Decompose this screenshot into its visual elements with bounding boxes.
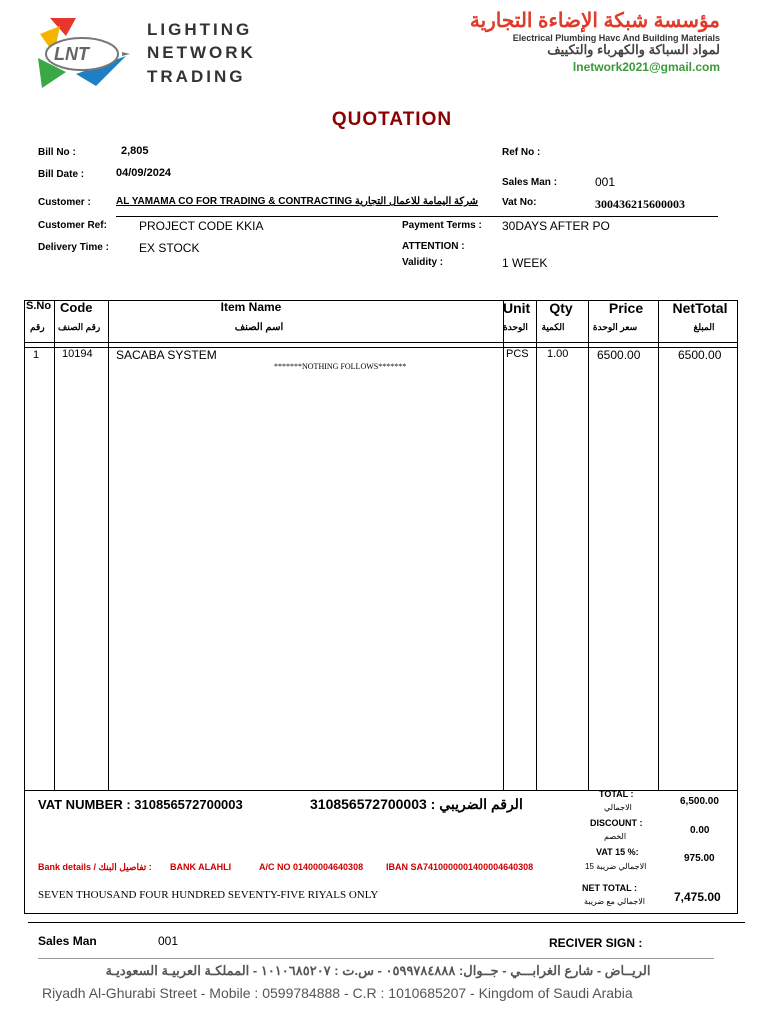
total-value: 6,500.00 xyxy=(680,796,719,807)
company-subtitle-en: Electrical Plumbing Havc And Building Materials xyxy=(512,33,720,43)
validity-label: Validity : xyxy=(402,257,444,268)
col-header-qty: Qty xyxy=(549,300,573,316)
bill-no-value: 2,805 xyxy=(121,145,149,157)
footer-top-rule xyxy=(28,922,745,923)
bank-name: BANK ALAHLI xyxy=(170,862,232,872)
info-divider xyxy=(116,216,718,217)
row-unit: PCS xyxy=(506,348,529,360)
vat-number-en: VAT NUMBER : 310856572700003 xyxy=(38,797,243,812)
row-item-name: SACABA SYSTEM xyxy=(116,348,217,362)
col-header-item-name-ar: اسم الصنف xyxy=(234,322,284,333)
vat-no-value: 300436215600003 xyxy=(595,197,685,211)
sales-man-value: 001 xyxy=(595,175,616,189)
col-header-unit: Unit xyxy=(503,300,531,316)
col-header-unit-ar: الوحدة xyxy=(503,322,528,332)
address-en: Riyadh Al-Ghurabi Street - Mobile : 0599784888 - C.R : 1010685207 - Kingdom of Saudi Arabia xyxy=(42,985,633,1001)
bill-date-value: 04/09/2024 xyxy=(116,167,172,179)
footer-sales-man-label: Sales Man xyxy=(38,934,97,948)
delivery-time-label: Delivery Time : xyxy=(38,242,109,253)
ref-no-label: Ref No : xyxy=(502,147,541,158)
col-header-code: Code xyxy=(60,300,93,315)
vat-value: 975.00 xyxy=(684,853,715,864)
bank-account: A/C NO 01400004640308 xyxy=(259,862,364,872)
customer-ref-label: Customer Ref: xyxy=(38,220,107,231)
col-header-price-ar: سعر الوحدة xyxy=(592,322,638,332)
footer-sales-man-value: 001 xyxy=(158,934,179,948)
row-sno: 1 xyxy=(33,349,40,361)
vat-label-ar: الاجمالي ضريبة 15 xyxy=(585,862,647,871)
nothing-follows-note: *******NOTHING FOLLOWS******* xyxy=(274,362,407,371)
company-name-ar: مؤسسة شبكة الإضاءة التجارية xyxy=(469,10,720,32)
col-header-price: Price xyxy=(608,300,644,316)
amount-in-words: SEVEN THOUSAND FOUR HUNDRED SEVENTY-FIVE RIYALS ONLY xyxy=(38,889,379,901)
row-net-total: 6500.00 xyxy=(678,348,722,362)
customer-value: AL YAMAMA CO FOR TRADING & CONTRACTING شركة اليمامة للاعمال التجارية xyxy=(116,196,479,207)
payment-terms-label: Payment Terms : xyxy=(402,220,482,231)
col-header-net-total-ar: المبلغ xyxy=(693,322,715,332)
bank-iban: IBAN SA7410000001400004640308 xyxy=(386,862,534,872)
footer-address-rule xyxy=(38,958,714,959)
col-header-sno-ar: رقم xyxy=(30,322,45,332)
document-title: QUOTATION xyxy=(331,109,453,130)
customer-ref-value: PROJECT CODE KKIA xyxy=(139,219,264,233)
logo-text: LNT xyxy=(54,44,89,64)
company-name-en-line-3: TRADING xyxy=(147,67,246,86)
col-header-sno: S.No xyxy=(26,300,52,312)
company-email: lnetwork2021@gmail.com xyxy=(572,60,720,74)
company-name-en-line-2: NETWORK xyxy=(147,43,256,62)
bill-no-label: Bill No : xyxy=(38,147,76,158)
col-header-qty-ar: الكمية xyxy=(541,322,565,332)
payment-terms-value: 30DAYS AFTER PO xyxy=(502,219,610,233)
discount-label: DISCOUNT : xyxy=(590,818,643,828)
row-qty: 1.00 xyxy=(547,348,569,360)
address-ar: الريــاض - شارع الغرابـــي - جــوال: ٠٥٩٩٧٨٤٨٨٨ - س.ت : ١٠١٠٦٨٥٢٠٧ - المملكـة العربيـة السعوديـة xyxy=(105,963,651,978)
delivery-time-value: EX STOCK xyxy=(139,241,200,255)
col-header-code-ar: رقم الصنف xyxy=(58,322,101,332)
row-price: 6500.00 xyxy=(597,348,641,362)
col-header-net-total: NetTotal xyxy=(672,300,728,316)
validity-value: 1 WEEK xyxy=(502,256,548,270)
discount-label-ar: الخصم xyxy=(604,832,627,841)
receiver-sign-label: RECIVER SIGN : xyxy=(549,936,643,950)
net-total-label-ar: الاجمالي مع ضريبة xyxy=(584,897,646,906)
customer-label: Customer : xyxy=(38,197,91,208)
company-subtitle-ar: لمواد السباكة والكهرباء والتكييف xyxy=(547,42,720,57)
logo xyxy=(36,14,132,90)
net-total-value: 7,475.00 xyxy=(674,890,721,904)
attention-label: ATTENTION : xyxy=(402,241,465,252)
sales-man-label: Sales Man : xyxy=(502,177,558,188)
discount-value: 0.00 xyxy=(690,825,710,836)
company-name-en-line-1: LIGHTING xyxy=(147,20,253,39)
row-code: 10194 xyxy=(62,348,93,360)
vat-no-label: Vat No: xyxy=(502,197,537,208)
total-label-ar: الاجمالي xyxy=(604,803,632,812)
total-label: TOTAL : xyxy=(599,789,634,799)
col-header-item-name: Item Name xyxy=(220,300,282,314)
vat-label: VAT 15 %: xyxy=(596,847,639,857)
vat-number-ar: الرقم الضريبي : 310856572700003 xyxy=(310,796,523,812)
summary-bottom-border xyxy=(24,913,738,914)
bank-details-label: Bank details / تفاصيل البنك : xyxy=(38,862,152,872)
bill-date-label: Bill Date : xyxy=(38,169,85,180)
net-total-label: NET TOTAL : xyxy=(582,883,637,893)
